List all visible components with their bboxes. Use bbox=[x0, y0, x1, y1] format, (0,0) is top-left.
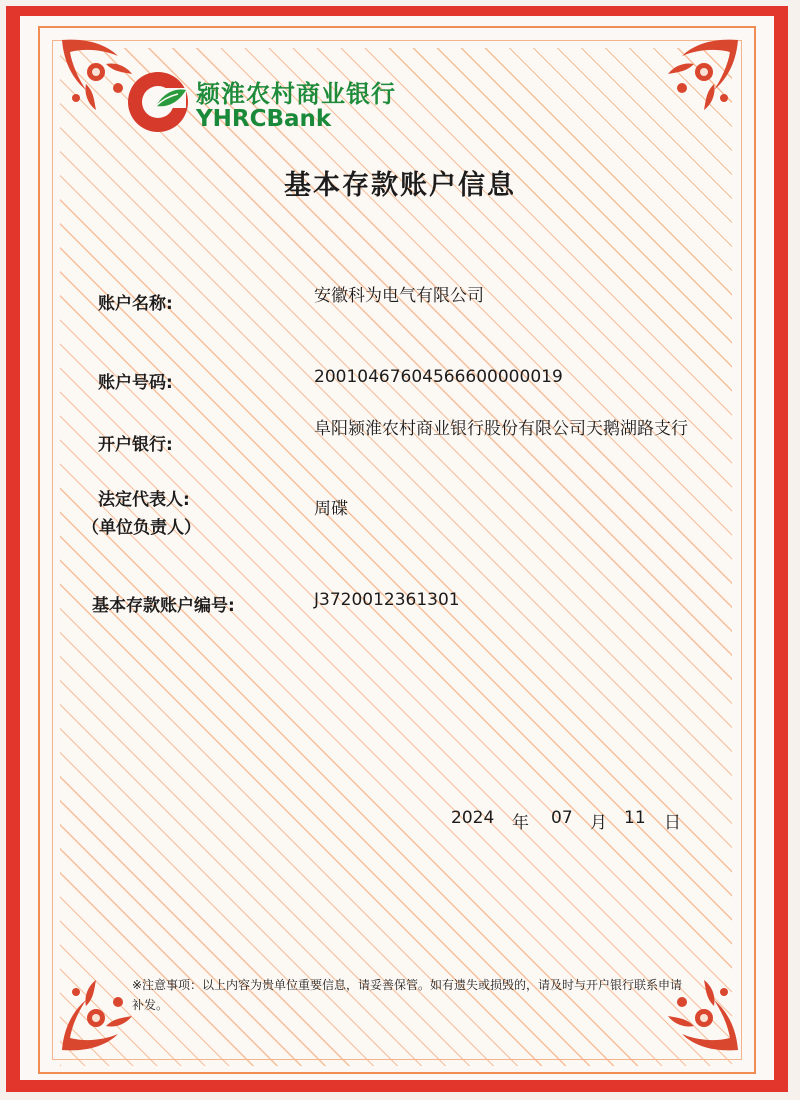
date-day: 11 bbox=[624, 808, 646, 828]
opening-bank-label: 开户银行: bbox=[98, 435, 173, 455]
account-number-value: 20010467604566600000019 bbox=[314, 367, 563, 387]
account-id-value: J3720012361301 bbox=[314, 590, 460, 610]
date-year-unit: 年 bbox=[512, 813, 529, 833]
account-name-value: 安徽科为电气有限公司 bbox=[314, 286, 484, 306]
corner-ornament-top-right bbox=[658, 34, 744, 120]
legal-rep-label: 法定代表人: bbox=[98, 490, 190, 510]
account-number-label: 账户号码: bbox=[98, 373, 173, 393]
bank-emblem-icon bbox=[126, 70, 190, 134]
bank-logo bbox=[126, 70, 426, 140]
document-title: 基本存款账户信息 bbox=[284, 170, 516, 201]
date-month-unit: 月 bbox=[590, 813, 607, 833]
account-name-label: 账户名称: bbox=[98, 294, 173, 314]
bank-name-chinese: 颍淮农村商业银行 bbox=[196, 80, 396, 108]
account-id-label: 基本存款账户编号: bbox=[92, 596, 235, 616]
opening-bank-value: 阜阳颍淮农村商业银行股份有限公司天鹅湖路支行 bbox=[314, 419, 688, 439]
date-month: 07 bbox=[551, 808, 573, 828]
legal-rep-sublabel: （单位负责人） bbox=[82, 518, 201, 538]
legal-rep-value: 周碟 bbox=[314, 499, 348, 519]
bank-name-english: YHRCBank bbox=[196, 106, 332, 132]
corner-ornament-bottom-left bbox=[56, 970, 142, 1056]
date-year: 2024 bbox=[451, 808, 495, 828]
notice-text: ※注意事项：以上内容为贵单位重要信息，请妥善保管。如有遗失或损毁的，请及时与开户银行联系申请补发。 bbox=[132, 978, 683, 1012]
date-day-unit: 日 bbox=[664, 813, 681, 833]
